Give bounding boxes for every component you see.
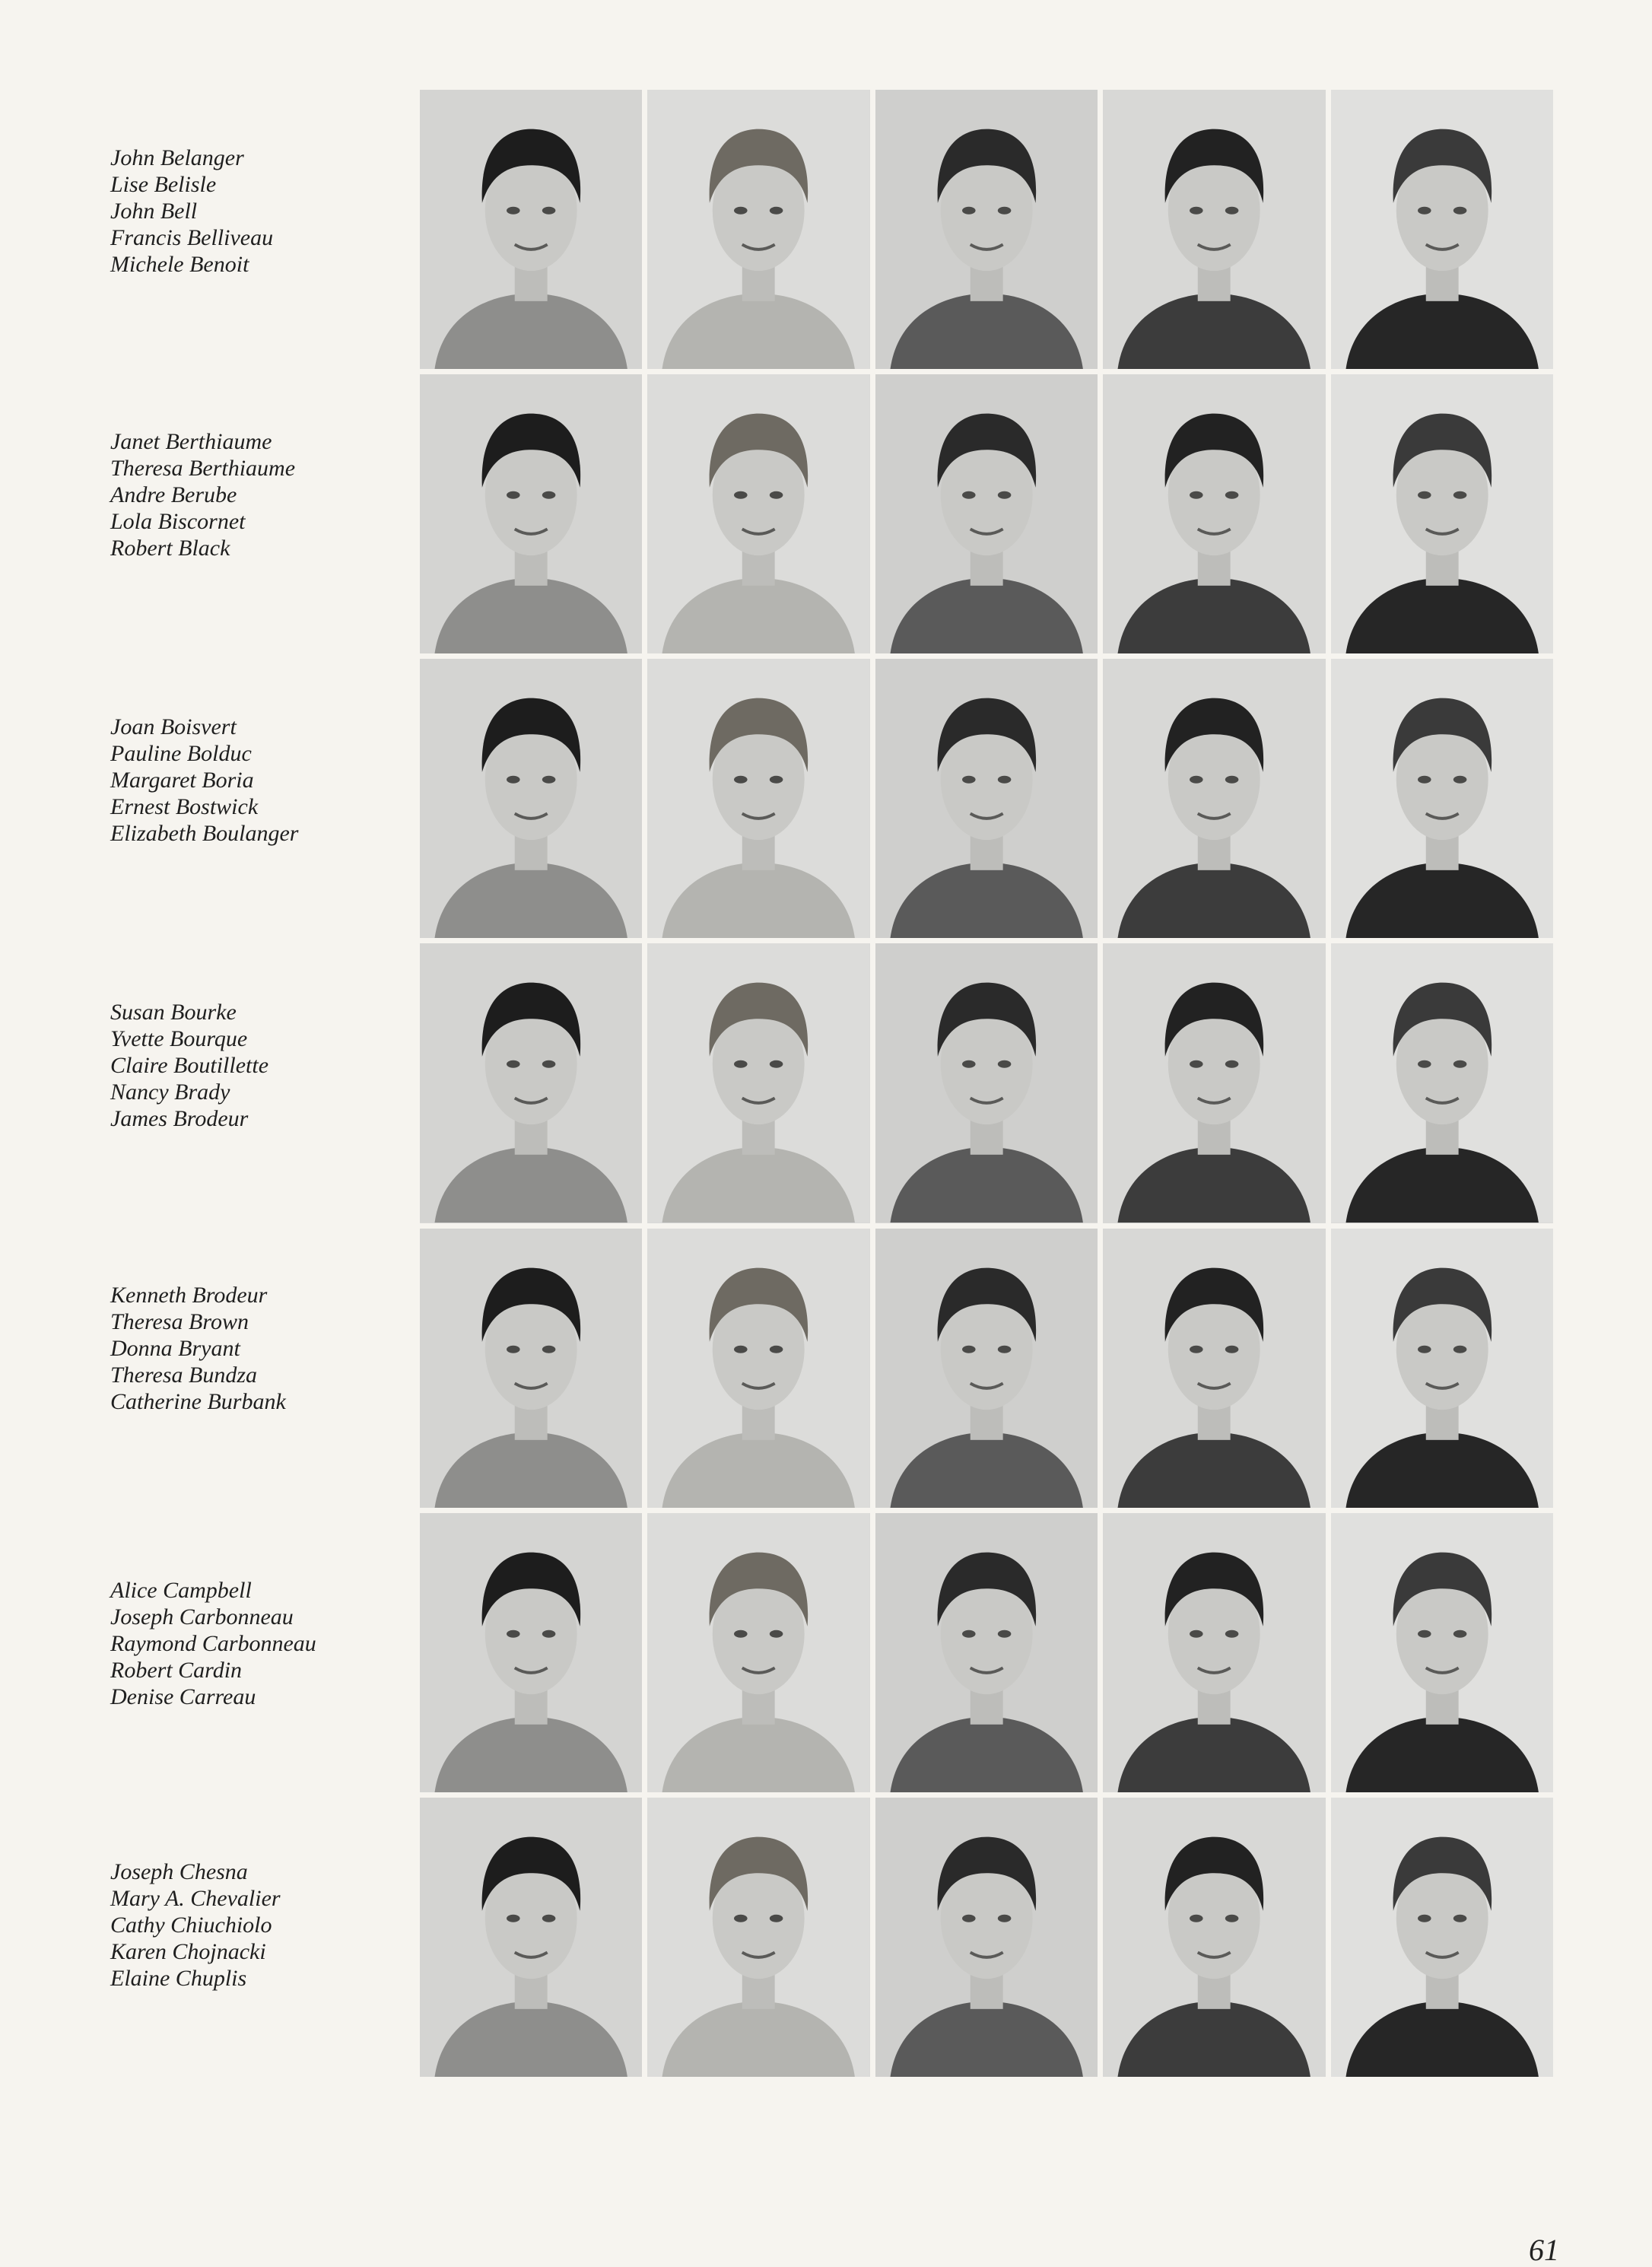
name-list-row-4	[110, 999, 399, 1132]
student-portrait-photo	[647, 943, 869, 1223]
portrait-image	[1103, 1798, 1325, 2077]
page-number: 61	[1529, 2233, 1559, 2267]
name-list-row-7	[110, 1858, 399, 1992]
portrait-image	[1103, 943, 1325, 1223]
student-name: Lola Biscornet	[110, 509, 246, 534]
student-portrait-photo	[420, 1229, 642, 1508]
portrait-image	[420, 1798, 642, 2077]
portrait-image	[647, 1513, 869, 1792]
portrait-image	[420, 374, 642, 653]
student-portrait-photo	[1331, 1229, 1553, 1508]
student-name: Catherine Burbank	[110, 1389, 286, 1414]
student-portrait-photo	[875, 659, 1098, 938]
student-name: Claire Boutillette	[110, 1053, 269, 1078]
name-list-row-1	[110, 145, 399, 278]
portrait-image	[647, 1229, 869, 1508]
student-name: Ernest Bostwick	[110, 794, 259, 819]
student-name: Nancy Brady	[110, 1079, 230, 1105]
student-portrait-photo	[1331, 374, 1553, 653]
student-name: John Belanger	[110, 145, 244, 170]
student-portrait-photo	[1103, 1513, 1325, 1792]
name-list-row-5	[110, 1282, 399, 1415]
portrait-image	[875, 659, 1098, 938]
student-name: Theresa Berthiaume	[110, 456, 296, 481]
student-name: Susan Bourke	[110, 1000, 237, 1025]
portrait-image	[1331, 659, 1553, 938]
student-portrait-photo	[420, 659, 642, 938]
portrait-image	[1103, 1229, 1325, 1508]
student-name: Joan Boisvert	[110, 714, 237, 739]
portrait-image	[420, 943, 642, 1223]
portrait-image	[875, 1229, 1098, 1508]
student-portrait-photo	[420, 1798, 642, 2077]
student-portrait-photo	[1103, 943, 1325, 1223]
student-portrait-photo	[1103, 90, 1325, 369]
student-name: Margaret Boria	[110, 768, 254, 793]
portrait-image	[1103, 1513, 1325, 1792]
student-portrait-photo	[647, 374, 869, 653]
portrait-image	[647, 659, 869, 938]
student-name: Yvette Bourque	[110, 1026, 248, 1051]
student-name: Karen Chojnacki	[110, 1939, 266, 1964]
student-portrait-photo	[875, 90, 1098, 369]
student-portrait-photo	[1103, 1229, 1325, 1508]
student-name: Donna Bryant	[110, 1336, 240, 1361]
student-name: Theresa Brown	[110, 1309, 249, 1334]
portrait-image	[420, 1229, 642, 1508]
student-name: Francis Belliveau	[110, 225, 274, 250]
portrait-image	[420, 659, 642, 938]
student-name: Raymond Carbonneau	[110, 1631, 316, 1656]
student-portrait-photo	[1103, 374, 1325, 653]
portrait-image	[647, 943, 869, 1223]
student-name: Theresa Bundza	[110, 1362, 258, 1388]
student-portrait-photo	[1103, 1798, 1325, 2077]
portrait-image	[1331, 1513, 1553, 1792]
student-name: Joseph Carbonneau	[110, 1604, 294, 1630]
portrait-image	[875, 943, 1098, 1223]
portrait-image	[1331, 374, 1553, 653]
student-portrait-photo	[647, 1513, 869, 1792]
student-name: Kenneth Brodeur	[110, 1283, 268, 1308]
portrait-grid	[420, 90, 1553, 2077]
portrait-image	[1331, 90, 1553, 369]
student-name: Elizabeth Boulanger	[110, 821, 299, 846]
portrait-image	[1331, 943, 1553, 1223]
portrait-image	[647, 1798, 869, 2077]
student-name: Pauline Bolduc	[110, 741, 252, 766]
student-portrait-photo	[875, 1513, 1098, 1792]
student-portrait-photo	[647, 1229, 869, 1508]
student-portrait-photo	[420, 374, 642, 653]
portrait-image	[647, 374, 869, 653]
student-portrait-photo	[420, 90, 642, 369]
student-portrait-photo	[420, 943, 642, 1223]
student-name: James Brodeur	[110, 1106, 249, 1131]
student-portrait-photo	[875, 943, 1098, 1223]
student-name: Elaine Chuplis	[110, 1966, 247, 1991]
student-portrait-photo	[1331, 1513, 1553, 1792]
student-name: Mary A. Chevalier	[110, 1886, 281, 1911]
portrait-image	[1103, 659, 1325, 938]
name-list-row-2	[110, 428, 399, 561]
student-name: Janet Berthiaume	[110, 429, 272, 454]
student-portrait-photo	[647, 1798, 869, 2077]
student-portrait-photo	[1331, 659, 1553, 938]
student-name: Joseph Chesna	[110, 1859, 248, 1884]
name-list-row-3	[110, 714, 399, 847]
student-name: Denise Carreau	[110, 1684, 256, 1709]
portrait-image	[1331, 1229, 1553, 1508]
student-name: Robert Black	[110, 536, 230, 561]
student-name: Robert Cardin	[110, 1658, 243, 1683]
student-portrait-photo	[875, 1798, 1098, 2077]
student-name: Alice Campbell	[110, 1578, 252, 1603]
student-portrait-photo	[647, 659, 869, 938]
portrait-image	[1103, 374, 1325, 653]
student-portrait-photo	[875, 1229, 1098, 1508]
portrait-image	[647, 90, 869, 369]
student-portrait-photo	[1331, 1798, 1553, 2077]
portrait-image	[875, 374, 1098, 653]
student-name: Lise Belisle	[110, 172, 217, 197]
portrait-image	[875, 1513, 1098, 1792]
portrait-image	[875, 1798, 1098, 2077]
portrait-image	[420, 1513, 642, 1792]
student-portrait-photo	[1331, 90, 1553, 369]
student-portrait-photo	[1103, 659, 1325, 938]
portrait-image	[1331, 1798, 1553, 2077]
student-portrait-photo	[647, 90, 869, 369]
student-name: Cathy Chiuchiolo	[110, 1912, 272, 1938]
name-list-row-6	[110, 1577, 399, 1710]
student-name: Andre Berube	[110, 482, 237, 507]
student-portrait-photo	[420, 1513, 642, 1792]
student-name: John Bell	[110, 199, 198, 224]
student-portrait-photo	[1331, 943, 1553, 1223]
portrait-image	[875, 90, 1098, 369]
student-portrait-photo	[875, 374, 1098, 653]
student-name: Michele Benoit	[110, 252, 249, 277]
portrait-image	[1103, 90, 1325, 369]
portrait-image	[420, 90, 642, 369]
